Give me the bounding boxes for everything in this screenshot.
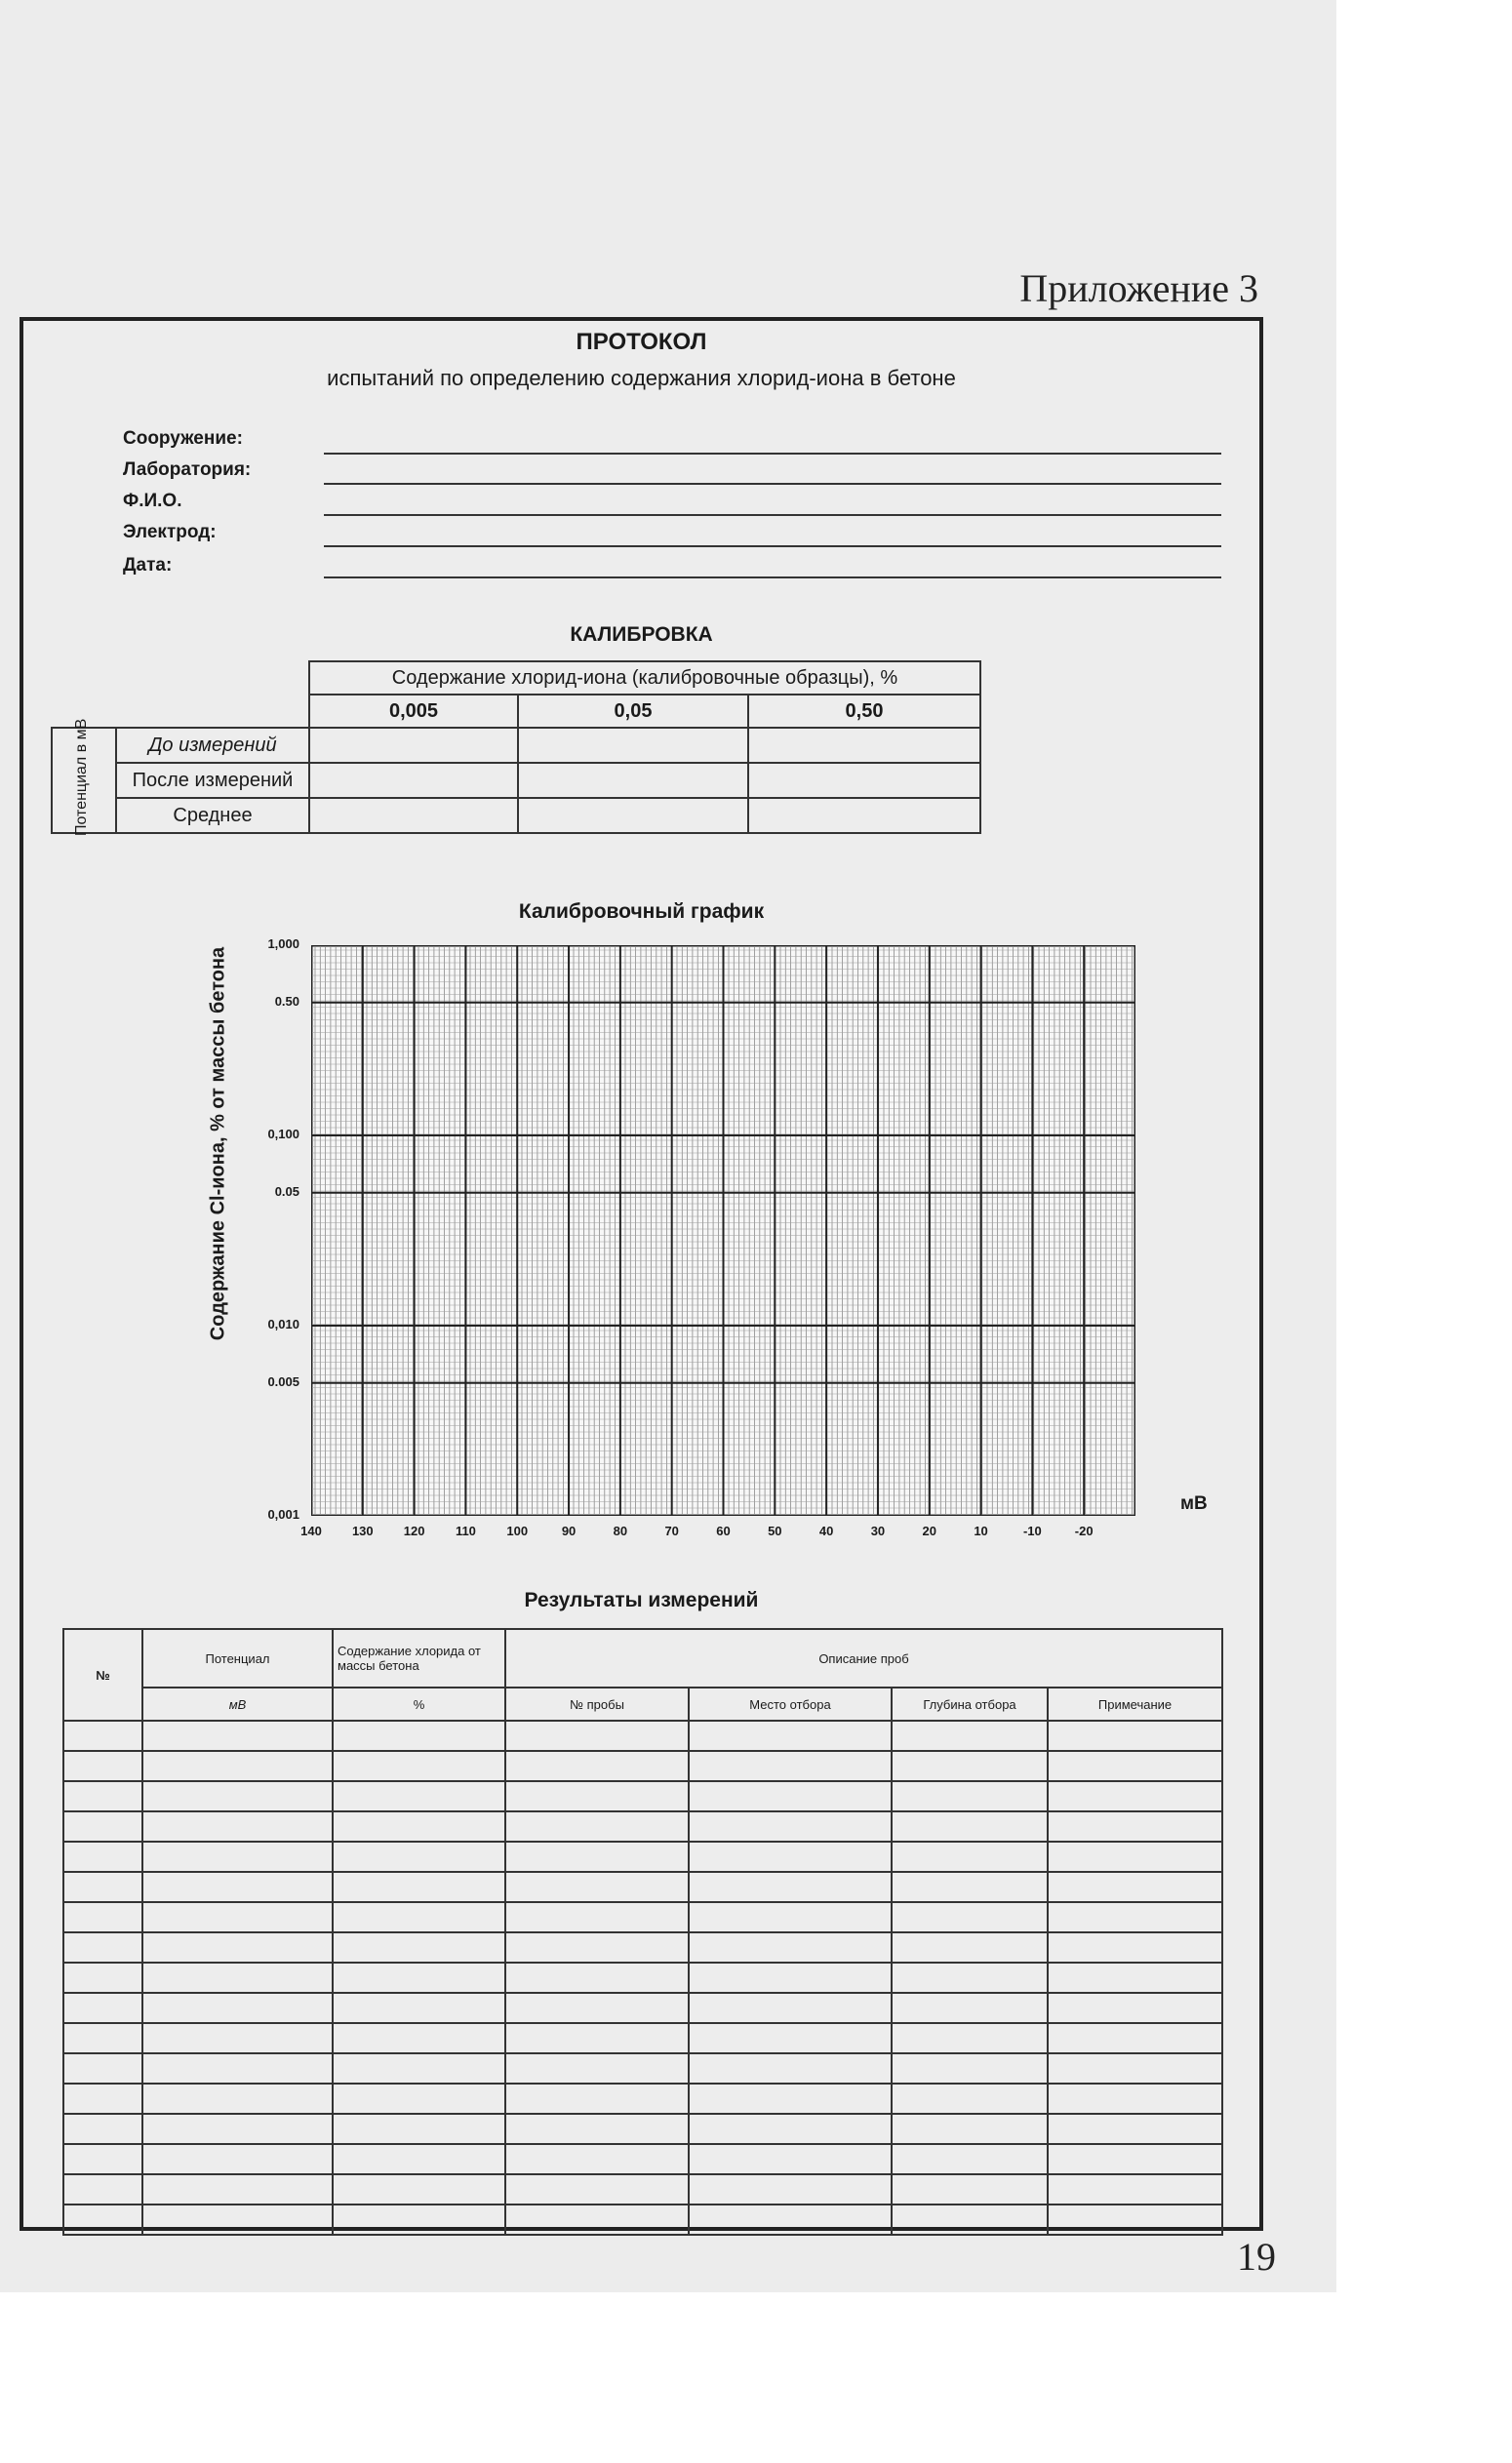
calibration-cell[interactable]	[309, 798, 518, 833]
field-label-electrode: Электрод:	[123, 522, 217, 542]
chart-y-tick: 0,001	[267, 1507, 299, 1522]
calibration-table	[51, 660, 981, 834]
results-cell[interactable]	[689, 2023, 892, 2053]
appendix-label: Приложение 3	[1019, 266, 1258, 310]
results-cell[interactable]	[505, 2174, 689, 2205]
results-cell[interactable]	[505, 1751, 689, 1781]
table-row	[63, 1811, 1222, 1842]
results-cell[interactable]	[689, 2084, 892, 2114]
results-col-description: Описание проб	[505, 1629, 1222, 1688]
results-cell[interactable]	[689, 1902, 892, 1932]
chart-x-tick: 90	[561, 1524, 577, 1538]
results-cell[interactable]	[892, 2144, 1048, 2174]
results-cell[interactable]	[892, 1902, 1048, 1932]
results-col-depth: Глубина отбора	[892, 1688, 1048, 1721]
chart-x-tick: 20	[922, 1524, 936, 1538]
results-cell[interactable]	[63, 1872, 142, 1902]
chart-y-tick: 0.005	[267, 1373, 299, 1389]
chart-title: Калибровочный график	[518, 900, 765, 923]
results-cell[interactable]	[63, 2174, 142, 2205]
results-cell[interactable]	[1048, 2205, 1222, 2235]
results-cell[interactable]	[142, 2144, 333, 2174]
table-row	[63, 1993, 1222, 2023]
results-cell[interactable]	[892, 1751, 1048, 1781]
table-row	[63, 1932, 1222, 1963]
results-cell[interactable]	[689, 1721, 892, 1751]
results-cell[interactable]	[505, 2053, 689, 2084]
chart-y-tick: 0.50	[274, 993, 299, 1009]
results-cell[interactable]	[1048, 2144, 1222, 2174]
field-line-electrode[interactable]	[324, 545, 1221, 547]
results-cell[interactable]	[892, 1842, 1048, 1872]
protocol-form	[20, 317, 1263, 2231]
table-row	[63, 2053, 1222, 2084]
chart-x-tick: 100	[506, 1524, 529, 1538]
results-cell[interactable]	[505, 1902, 689, 1932]
form-subtitle: испытаний по определению содержания хлорид-иона в бетоне	[327, 366, 956, 390]
field-line-date[interactable]	[324, 576, 1221, 578]
chart-x-tick: 70	[664, 1524, 679, 1538]
results-col-sample-no: № пробы	[505, 1688, 689, 1721]
results-cell[interactable]	[892, 1963, 1048, 1993]
results-cell[interactable]	[333, 2053, 505, 2084]
table-row	[63, 1842, 1222, 1872]
results-cell[interactable]	[63, 2205, 142, 2235]
results-cell[interactable]	[892, 2174, 1048, 2205]
results-cell[interactable]	[689, 2053, 892, 2084]
chart-y-tick: 0,100	[267, 1127, 299, 1141]
calibration-cell[interactable]	[309, 728, 518, 763]
results-cell[interactable]	[689, 1781, 892, 1811]
results-cell[interactable]	[333, 1932, 505, 1963]
chart-x-tick: -10	[1022, 1524, 1042, 1538]
results-cell[interactable]	[1048, 1963, 1222, 1993]
results-cell[interactable]	[689, 2174, 892, 2205]
results-cell[interactable]	[892, 1993, 1048, 2023]
chart-x-tick: 30	[870, 1524, 886, 1538]
results-cell[interactable]	[892, 2084, 1048, 2114]
chart-x-tick: 110	[455, 1524, 476, 1538]
results-cell[interactable]	[142, 1932, 333, 1963]
results-cell[interactable]	[63, 1811, 142, 1842]
table-row	[63, 1902, 1222, 1932]
results-cell[interactable]	[142, 1842, 333, 1872]
results-cell[interactable]	[505, 1842, 689, 1872]
results-col-note: Примечание	[1048, 1688, 1222, 1721]
results-cell[interactable]	[1048, 1721, 1222, 1751]
chart-x-tick: -20	[1074, 1524, 1094, 1538]
results-cell[interactable]	[63, 1902, 142, 1932]
results-col-location: Место отбора	[689, 1688, 892, 1721]
results-cell[interactable]	[1048, 1811, 1222, 1842]
table-row	[63, 2084, 1222, 2114]
results-cell[interactable]	[333, 2144, 505, 2174]
results-col-content: Содержание хлорида от массы бетона	[333, 1629, 505, 1688]
results-cell[interactable]	[892, 2205, 1048, 2235]
field-label-date: Дата:	[123, 555, 173, 576]
results-cell[interactable]	[333, 1993, 505, 2023]
results-cell[interactable]	[689, 1932, 892, 1963]
results-cell[interactable]	[689, 1811, 892, 1842]
results-cell[interactable]	[892, 1872, 1048, 1902]
calibration-cell[interactable]	[748, 728, 980, 763]
chart-x-tick: 130	[351, 1524, 374, 1538]
results-cell[interactable]	[142, 2084, 333, 2114]
results-cell[interactable]	[63, 2023, 142, 2053]
chart-x-tick: 40	[818, 1524, 834, 1538]
field-label-name: Ф.И.О.	[123, 491, 182, 511]
results-cell[interactable]	[142, 2023, 333, 2053]
results-cell[interactable]	[1048, 2084, 1222, 2114]
results-cell[interactable]	[142, 1993, 333, 2023]
results-cell[interactable]	[63, 2084, 142, 2114]
results-cell[interactable]	[1048, 1751, 1222, 1781]
calibration-chart	[311, 945, 1135, 1516]
results-cell[interactable]	[142, 1781, 333, 1811]
chart-x-tick: 50	[768, 1524, 782, 1538]
form-title: ПРОТОКОЛ	[576, 329, 707, 355]
calibration-row-average: Среднее	[116, 798, 309, 833]
results-cell[interactable]	[142, 1721, 333, 1751]
results-cell[interactable]	[333, 1751, 505, 1781]
chart-y-tick: 1,000	[267, 936, 299, 951]
field-label-laboratory: Лаборатория:	[123, 459, 252, 480]
calibration-row-before: До измерений	[116, 728, 309, 763]
results-cell[interactable]	[333, 2205, 505, 2235]
calibration-cell[interactable]	[518, 798, 748, 833]
results-unit-mv: мВ	[142, 1688, 333, 1721]
results-cell[interactable]	[142, 2053, 333, 2084]
results-cell[interactable]	[333, 1963, 505, 1993]
calibration-side-label: Потенциал в мВ	[73, 718, 90, 836]
chart-x-tick: 120	[403, 1524, 425, 1538]
calibration-cell[interactable]	[748, 798, 980, 833]
calibration-cell[interactable]	[518, 728, 748, 763]
calibration-cell[interactable]	[518, 763, 748, 798]
table-row	[63, 1963, 1222, 1993]
results-cell[interactable]	[333, 1842, 505, 1872]
results-cell[interactable]	[142, 1963, 333, 1993]
table-row	[63, 1781, 1222, 1811]
page-number: 19	[1237, 2235, 1276, 2279]
results-cell[interactable]	[1048, 2114, 1222, 2144]
chart-x-tick: 10	[974, 1524, 988, 1538]
results-cell[interactable]	[1048, 2174, 1222, 2205]
results-cell[interactable]	[333, 1721, 505, 1751]
results-cell[interactable]	[689, 1751, 892, 1781]
results-cell[interactable]	[142, 1902, 333, 1932]
results-cell[interactable]	[689, 2144, 892, 2174]
table-row	[63, 1751, 1222, 1781]
results-cell[interactable]	[1048, 1781, 1222, 1811]
results-cell[interactable]	[63, 1963, 142, 1993]
results-cell[interactable]	[333, 1781, 505, 1811]
results-cell[interactable]	[892, 2114, 1048, 2144]
table-row	[63, 2114, 1222, 2144]
results-cell[interactable]	[142, 2174, 333, 2205]
results-cell[interactable]	[1048, 2053, 1222, 2084]
results-cell[interactable]	[63, 2053, 142, 2084]
results-cell[interactable]	[505, 1963, 689, 1993]
chart-y-tick: 0.05	[274, 1183, 299, 1199]
results-cell[interactable]	[505, 1781, 689, 1811]
results-heading: Результаты измерений	[524, 1589, 759, 1611]
results-cell[interactable]	[892, 1811, 1048, 1842]
results-cell[interactable]	[505, 2084, 689, 2114]
results-cell[interactable]	[1048, 1902, 1222, 1932]
calibration-col-0005: 0,005	[309, 695, 518, 728]
results-cell[interactable]	[63, 1781, 142, 1811]
calibration-col-005: 0,05	[518, 695, 748, 728]
results-cell[interactable]	[689, 1872, 892, 1902]
results-cell[interactable]	[333, 2174, 505, 2205]
results-cell[interactable]	[333, 1811, 505, 1842]
results-cell[interactable]	[892, 2023, 1048, 2053]
chart-y-label: Содержание Cl-иона, % от массы бетона	[207, 946, 229, 1341]
results-cell[interactable]	[142, 2205, 333, 2235]
results-cell[interactable]	[333, 2023, 505, 2053]
table-row	[63, 1721, 1222, 1751]
field-line-laboratory[interactable]	[324, 483, 1221, 485]
results-cell[interactable]	[1048, 1932, 1222, 1963]
field-line-structure[interactable]	[324, 453, 1221, 455]
results-cell[interactable]	[892, 1781, 1048, 1811]
table-row	[63, 1872, 1222, 1902]
results-cell[interactable]	[689, 1993, 892, 2023]
results-cell[interactable]	[505, 1872, 689, 1902]
results-cell[interactable]	[689, 1963, 892, 1993]
results-cell[interactable]	[142, 2114, 333, 2144]
results-cell[interactable]	[63, 1932, 142, 1963]
results-cell[interactable]	[505, 2023, 689, 2053]
results-cell[interactable]	[63, 1993, 142, 2023]
chart-x-label: мВ	[1180, 1493, 1208, 1514]
results-cell[interactable]	[333, 2084, 505, 2114]
table-row	[63, 2205, 1222, 2235]
results-cell[interactable]	[689, 2205, 892, 2235]
results-cell[interactable]	[333, 2114, 505, 2144]
calibration-cell[interactable]	[748, 763, 980, 798]
results-cell[interactable]	[333, 1872, 505, 1902]
chart-x-tick: 60	[716, 1524, 731, 1538]
results-cell[interactable]	[689, 1842, 892, 1872]
results-cell[interactable]	[892, 2053, 1048, 2084]
table-row	[63, 2144, 1222, 2174]
results-cell[interactable]	[63, 2144, 142, 2174]
results-cell[interactable]	[1048, 1993, 1222, 2023]
calibration-group-header: Содержание хлорид-иона (калибровочные образцы), %	[309, 661, 980, 695]
calibration-col-050: 0,50	[748, 695, 980, 728]
field-label-structure: Сооружение:	[123, 428, 243, 449]
results-cell[interactable]	[63, 2114, 142, 2144]
results-unit-percent: %	[333, 1688, 505, 1721]
table-row	[63, 2023, 1222, 2053]
results-cell[interactable]	[63, 1721, 142, 1751]
results-col-potential: Потенциал	[142, 1629, 333, 1688]
calibration-row-after: После измерений	[116, 763, 309, 798]
results-cell[interactable]	[63, 1842, 142, 1872]
results-cell[interactable]	[1048, 2023, 1222, 2053]
results-cell[interactable]	[505, 1993, 689, 2023]
results-cell[interactable]	[505, 2144, 689, 2174]
results-cell[interactable]	[505, 2205, 689, 2235]
page-margin	[1336, 0, 1512, 2463]
chart-x-tick: 80	[613, 1524, 628, 1538]
results-col-num: №	[63, 1629, 142, 1721]
field-line-name[interactable]	[324, 514, 1221, 516]
results-cell[interactable]	[892, 1721, 1048, 1751]
calibration-side-cell	[52, 718, 116, 836]
table-row	[63, 2174, 1222, 2205]
results-cell[interactable]	[505, 2114, 689, 2144]
results-cell[interactable]	[505, 1721, 689, 1751]
results-cell[interactable]	[63, 1751, 142, 1781]
calibration-cell[interactable]	[309, 763, 518, 798]
calibration-heading: КАЛИБРОВКА	[570, 623, 713, 646]
results-body	[63, 1721, 1222, 2235]
results-cell[interactable]	[505, 1932, 689, 1963]
chart-y-tick: 0,010	[267, 1317, 299, 1331]
results-cell[interactable]	[505, 1811, 689, 1842]
results-table	[62, 1628, 1223, 2236]
results-cell[interactable]	[142, 1751, 333, 1781]
chart-x-tick: 140	[300, 1524, 322, 1538]
results-cell[interactable]	[333, 1902, 505, 1932]
results-cell[interactable]	[1048, 1872, 1222, 1902]
results-cell[interactable]	[689, 2114, 892, 2144]
results-cell[interactable]	[142, 1872, 333, 1902]
results-cell[interactable]	[892, 1932, 1048, 1963]
results-cell[interactable]	[142, 1811, 333, 1842]
results-cell[interactable]	[1048, 1842, 1222, 1872]
